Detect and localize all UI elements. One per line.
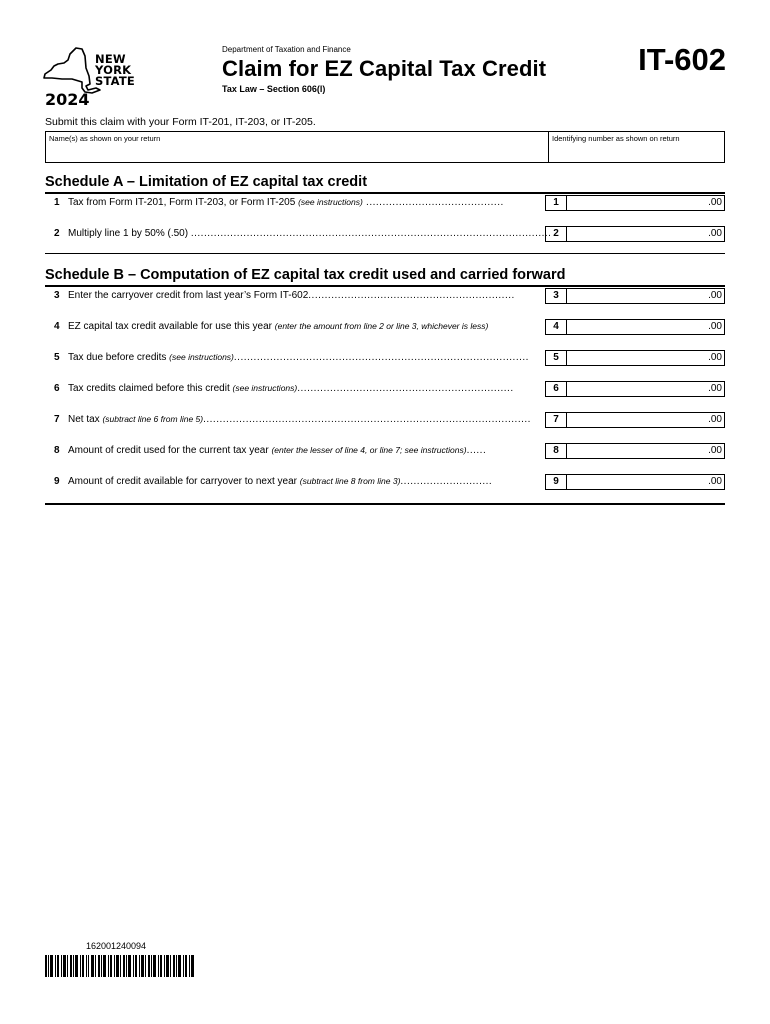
nys-logo (42, 46, 142, 109)
box-number: 6 (546, 382, 567, 396)
state-name-line: STATE (95, 74, 135, 88)
line-description: Net tax (subtract line 6 from line 5).................................................................................................... (68, 414, 531, 425)
barcode-number: 162001240094 (86, 941, 147, 951)
line-number: 7 (54, 414, 60, 425)
schedule-b-bottom-rule (45, 503, 725, 505)
amount-value: .00 (708, 414, 722, 425)
schedule-a-title: Schedule A – Limitation of EZ capital tax credit (45, 174, 368, 190)
line-number: 4 (54, 321, 60, 332)
names-field[interactable] (46, 132, 548, 162)
box-number: 5 (546, 351, 567, 365)
state-name-line: YORK (95, 63, 132, 77)
line-2 (45, 226, 725, 242)
submit-instruction: Submit this claim with your Form IT-201, IT-203, or IT-205. (45, 116, 316, 128)
line-1 (45, 195, 725, 211)
box-number: 2 (546, 227, 567, 241)
line-number: 6 (54, 383, 60, 394)
line-4-amount-field[interactable] (545, 319, 725, 335)
schedule-b-rule (45, 285, 725, 287)
amount-value: .00 (708, 197, 722, 208)
line-description: Tax from Form IT-201, Form IT-203, or Form IT-205 (see instructions) .......................................... (68, 197, 504, 208)
new-york-state-map-icon (42, 46, 102, 96)
amount-value: .00 (708, 290, 722, 301)
line-3-amount-field[interactable] (545, 288, 725, 304)
section-divider (45, 253, 725, 254)
line-8 (45, 443, 725, 459)
line-5-amount-field[interactable] (545, 350, 725, 366)
id-number-field-label: Identifying number as shown on return (552, 134, 680, 143)
box-number: 1 (546, 196, 567, 210)
tax-year: 2024 (45, 90, 90, 109)
taxpayer-info-box (45, 131, 725, 163)
box-number: 4 (546, 320, 567, 334)
line-number: 1 (54, 197, 60, 208)
line-description: Multiply line 1 by 50% (.50) .............................................................................................................. (68, 228, 552, 239)
amount-value: .00 (708, 228, 722, 239)
line-number: 9 (54, 476, 60, 487)
line-number: 3 (54, 290, 60, 301)
line-description: Tax credits claimed before this credit (see instructions).................................................................. (68, 383, 514, 394)
names-field-label: Name(s) as shown on your return (49, 134, 161, 143)
line-4 (45, 319, 725, 335)
amount-value: .00 (708, 383, 722, 394)
line-description: Enter the carryover credit from last year’s Form IT-602............................................................... (68, 290, 515, 301)
line-9 (45, 474, 725, 490)
line-description: Tax due before credits (see instructions).......................................................................................... (68, 352, 529, 363)
line-description: Amount of credit used for the current tax year (enter the lesser of line 4, or line 7; see instructions)...... (68, 445, 487, 456)
line-5 (45, 350, 725, 366)
box-number: 7 (546, 413, 567, 427)
line-number: 5 (54, 352, 60, 363)
amount-value: .00 (708, 352, 722, 363)
line-8-amount-field[interactable] (545, 443, 725, 459)
form-number: IT-602 (638, 42, 726, 77)
form-title: Claim for EZ Capital Tax Credit (222, 56, 547, 81)
schedule-b-title: Schedule B – Computation of EZ capital tax credit used and carried forward (45, 267, 566, 283)
line-2-amount-field[interactable] (545, 226, 725, 242)
schedule-a-rule (45, 192, 725, 194)
line-number: 8 (54, 445, 60, 456)
line-7-amount-field[interactable] (545, 412, 725, 428)
tax-law-reference: Tax Law – Section 606(l) (222, 84, 326, 94)
box-number: 8 (546, 444, 567, 458)
line-9-amount-field[interactable] (545, 474, 725, 490)
barcode-icon (45, 955, 195, 977)
line-description: Amount of credit available for carryover to next year (subtract line 8 from line 3)............................ (68, 476, 493, 487)
line-description: EZ capital tax credit available for use this year (enter the amount from line 2 or line 3, whichever is less) (68, 321, 489, 332)
line-6 (45, 381, 725, 397)
box-number: 3 (546, 289, 567, 303)
line-6-amount-field[interactable] (545, 381, 725, 397)
amount-value: .00 (708, 321, 722, 332)
department-name: Department of Taxation and Finance (222, 45, 351, 54)
id-number-field[interactable] (549, 132, 725, 162)
line-number: 2 (54, 228, 60, 239)
amount-value: .00 (708, 445, 722, 456)
line-7 (45, 412, 725, 428)
state-name-line: NEW (95, 52, 126, 66)
box-number: 9 (546, 475, 567, 489)
line-3 (45, 288, 725, 304)
amount-value: .00 (708, 476, 722, 487)
line-1-amount-field[interactable] (545, 195, 725, 211)
